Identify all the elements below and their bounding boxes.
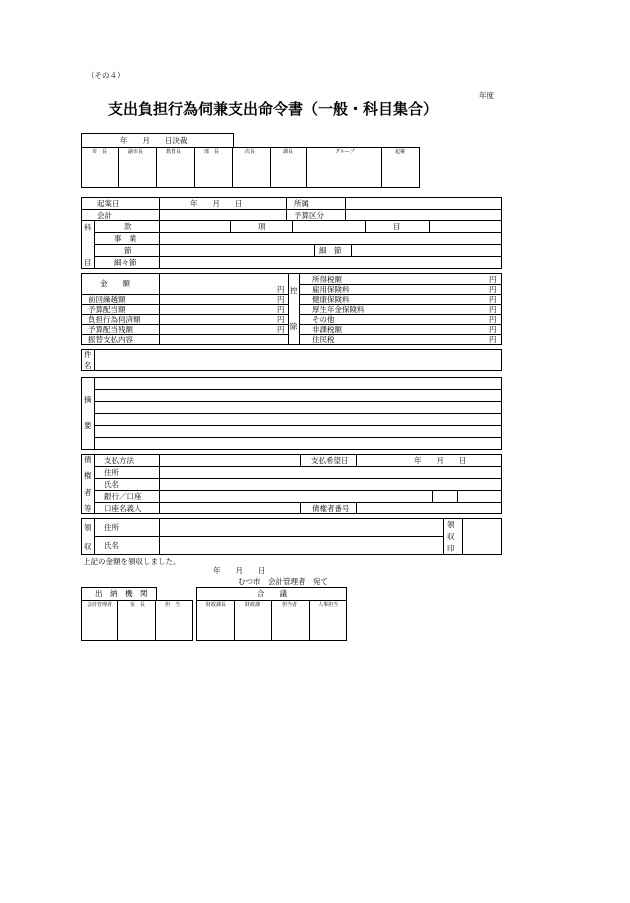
consult-col-finance-chief: 財政課長 [206,602,227,608]
amount-label: 金 額 [100,279,130,288]
page-label: （その４） [87,71,125,80]
approver-deputy-mayor: 副市長 [128,149,144,155]
draft-date-label: 起案日 [97,199,120,208]
draft-date-value: 年 月 日 [190,199,243,208]
account-holder-label: 口座名義人 [104,504,142,513]
budget-remaining-label: 予算配当残額 [88,325,133,334]
setsu-label: 節 [124,246,132,255]
approver-superintendent: 教育長 [166,149,182,155]
approver-group: グループ [335,149,355,155]
receipt-char-1: 領 [84,523,92,532]
consult-col-finance: 財政課 [245,602,261,608]
consult-header: 合 議 [257,589,287,598]
creditor-char-1: 債 [84,455,92,464]
cashier-col-staff: 担 当 [165,602,181,608]
creditor-char-2: 権 [84,471,92,480]
receipt-note: 上記の金額を領収しました。 [83,557,181,566]
desired-date-label: 支払希望日 [311,456,349,465]
budget-allocation-yen: 円 [277,305,285,314]
non-taxable-yen: 円 [489,325,497,334]
subject-char-2: 目 [84,258,92,267]
non-taxable-label: 非課税額 [312,325,342,334]
cashier-header: 出 納 機 関 [95,589,148,598]
matter-char-2: 名 [84,361,92,370]
consult-col-staff: 担当者 [282,602,298,608]
creditor-number-label: 債権者番号 [312,504,350,513]
budget-remaining-yen: 円 [277,325,285,334]
kan-label: 款 [124,222,132,231]
income-tax-yen: 円 [489,275,497,284]
desired-date-value: 年 月 日 [414,456,467,465]
resident-tax-label: 住民税 [312,335,335,344]
account-label: 会計 [97,211,112,220]
seal-char-3: 印 [447,544,455,553]
resident-tax-yen: 円 [489,335,497,344]
creditor-address-label: 住所 [104,468,119,477]
commitment-done-label: 負担行為伺済額 [88,315,141,324]
budget-allocation-label: 予算配当額 [88,305,126,314]
transfer-payment-label: 振替支払内容 [88,335,133,344]
payment-method-label: 支払方法 [104,456,134,465]
seal-char-2: 収 [447,532,455,541]
creditor-char-4: 等 [84,504,92,513]
cashier-col-chief: 室 長 [130,602,146,608]
cashier-col-accountant: 会計管理者 [87,602,113,608]
consult-col-personnel: 人事担当 [318,602,339,608]
creditor-char-3: 者 [84,488,92,497]
employment-insurance-yen: 円 [489,285,497,294]
employment-insurance-label: 雇用保険料 [312,285,350,294]
summary-char-1: 摘 [84,395,92,404]
fiscal-year-label: 年度 [479,91,494,100]
budget-division-label: 予算区分 [294,211,324,220]
receipt-name-label: 氏名 [104,541,119,550]
commitment-done-yen: 円 [277,315,285,324]
moku-label: 目 [393,222,401,231]
receipt-date: 年 月 日 [213,566,266,575]
prev-carryover-label: 前回繰越額 [88,295,126,304]
prev-carryover-yen: 円 [277,295,285,304]
deduction-char-1: 控 [290,286,298,295]
deduction-char-2: 除 [290,322,298,331]
health-insurance-label: 健康保険料 [312,295,350,304]
other-deduction-yen: 円 [489,315,497,324]
saisetsu-label: 細 節 [319,246,342,255]
jigyo-label: 事 業 [114,234,137,243]
bank-account-label: 銀行／口座 [104,492,142,501]
creditor-name-label: 氏名 [104,480,119,489]
summary-char-2: 要 [84,421,92,430]
matter-char-1: 件 [84,350,92,359]
approver-mayor: 市 長 [92,149,108,155]
income-tax-label: 所得税額 [312,275,342,284]
health-insurance-yen: 円 [489,295,497,304]
department-label: 所属 [294,199,309,208]
kou-label: 項 [258,222,266,231]
approver-deputy-director: 次長 [245,149,256,155]
amount-yen: 円 [277,285,285,294]
receipt-address-label: 住所 [104,523,119,532]
approver-section-chief: 課長 [283,149,294,155]
seal-char-1: 領 [447,520,455,529]
receipt-addressee: むつ市 会計管理者 宛て [238,577,328,586]
receipt-char-2: 収 [84,542,92,551]
other-deduction-label: その他 [312,315,335,324]
saisaisetsu-label: 細々節 [114,258,137,267]
decision-date-label: 年 月 日決裁 [120,136,188,145]
pension-insurance-yen: 円 [489,305,497,314]
approver-drafter: 起案 [395,149,406,155]
approver-director: 部 長 [204,149,220,155]
subject-char-1: 科 [84,223,92,232]
form-title: 支出負担行為伺兼支出命令書（一般・科目集合） [108,100,439,118]
pension-insurance-label: 厚生年金保険料 [312,305,365,314]
